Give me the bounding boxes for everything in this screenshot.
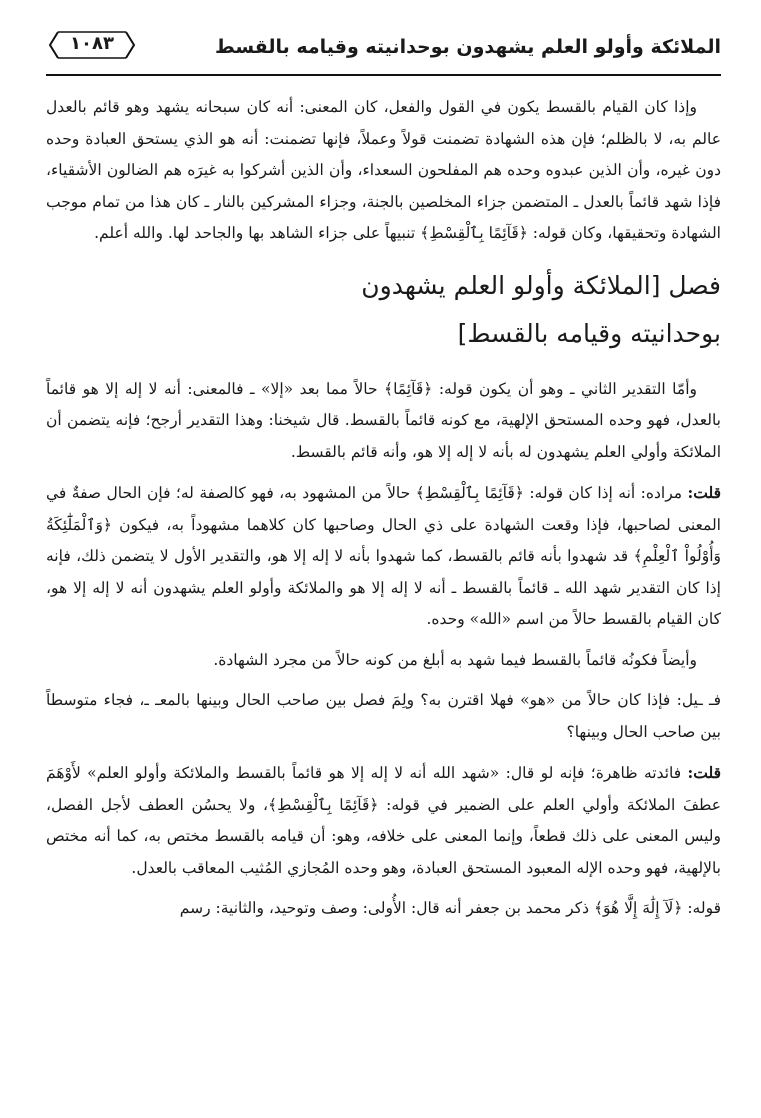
- page-number: ١٠٨٣: [70, 33, 114, 54]
- section-heading: [46, 262, 721, 358]
- page-number-frame: [46, 30, 138, 60]
- paragraph-3-label: قلت:: [687, 483, 721, 502]
- paragraph-6-text: فائدته ظاهرة؛ فإنه لو قال: «شهد الله أنه لا إله إلا هو قائماً بالقسط والملائكة وأولو العلم» لأَوْهَمَ عطفَ الملائكة وأولي العلم على الضمير في قوله: ﴿قَآئِمًا بِٱلْقِسْطِ﴾، ولا يحسُن العطف لأجل الفصل، وليس المعنى على ذلك قطعاً، وإنما المعنى على خلافه، وهو: أن قيامه بالقسط مختص به، كما أنه مختص بالإلهية، فهو وحده الإله المعبود المستحق العبادة، وهو وحده المُجازي المُثيب المعاقب بالعدل.: [46, 764, 721, 877]
- paragraph-3-text: مراده: أنه إذا كان قوله: ﴿قَآئِمًا بِٱلْقِسْطِ﴾ حالاً من المشهود به، فهو كالصفة له؛ فإن الحال صفةٌ في المعنى لصاحبها، فإذا وقعت الشهادة على ذي الحال وصاحبها كان كلاهما مشهوداً به، فيكون ﴿وَٱلْمَلَٰٓئِكَةُ وَأُوْلُواْ ٱلْعِلْمِ﴾ قد شهدوا بأنه قائم بالقسط، كما شهدوا بأنه لا إله إلا هو، والتقدير الأول لا يتضمن ذلك، فإنه إذا كان التقدير شهد الله ـ قائماً بالقسط ـ أنه لا إله إلا هو والملائكة وأولو العلم يشهدون أنه لا إله إلا هو، كان القيام بالقسط حالاً من اسم «الله» وحده.: [46, 484, 721, 628]
- paragraph-1: وإذا كان القيام بالقسط يكون في القول والفعل، كان المعنى: أنه كان سبحانه يشهد وهو قائم بالعدل عالم به، لا بالظلم؛ فإن هذه الشهادة تضمنت قولاً وعملاً، فإنها تضمنت: أنه هو الذي يستحق العبادة وحده دون غيره، وأن الذين عبدوه وحده هم المفلحون السعداء، وأن الذين أشركوا به غيرَه هم الضالون الأشقياء، فإذا شهد قائماً بالعدل ـ المتضمن جزاء المخلصين بالجنة، وجزاء المشركين بالنار ـ كان هذا من تمام موجب الشهادة وتحقيقها، وكان قوله: ﴿قَآئِمًا بِٱلْقِسْطِ﴾ تنبيهاً على جزاء الشاهد بها والجاحد لها. والله أعلم.: [46, 98, 721, 242]
- page-header: [46, 22, 721, 78]
- paragraph-6: [46, 757, 721, 884]
- paragraph-5: فـ ـيل: فإذا كان حالاً من «هو» فهلا اقترن به؟ ولِمَ فصل بين صاحب الحال وبينها بالمعـ ـ، فجاء متوسطاً بين صاحب الحال وبينها؟: [46, 691, 721, 741]
- paragraph-6-label: قلت:: [687, 763, 721, 782]
- header-divider: [46, 74, 721, 76]
- running-title: الملائكة وأولو العلم يشهدون بوحدانيته وقيامه بالقسط: [214, 36, 721, 58]
- paragraph-7: قوله: ﴿لَآ إِلَٰهَ إِلَّا هُوَ﴾ ذكر محمد بن جعفر أنه قال: الأُولى: وصف وتوحيد، والثانية: رسم: [179, 899, 721, 917]
- section-heading-line-1: فصل [الملائكة وأولو العلم يشهدون: [361, 270, 721, 300]
- section-heading-line-2: بوحدانيته وقيامه بالقسط]: [457, 318, 721, 348]
- paragraph-2: وأمّا التقدير الثاني ـ وهو أن يكون قوله: ﴿قَآئِمًا﴾ حالاً مما بعد «إلا» ـ فالمعنى: أنه لا إله إلا هو قائماً بالعدل، فهو وحده المستحق الإلهية، مع كونه قائماً بالقسط. قال شيخنا: وهذا التقدير أرجح؛ فإنه يتضمن أن الملائكة وأولي العلم يشهدون له بأنه لا إله إلا هو، وأنه قائم بالقسط.: [46, 379, 721, 461]
- paragraph-4: وأيضاً فكونُه قائماً بالقسط فيما شهد به أبلغ من كونه حالاً من مجرد الشهادة.: [213, 650, 697, 669]
- paragraph-3: [46, 477, 721, 636]
- page-body: [46, 92, 721, 934]
